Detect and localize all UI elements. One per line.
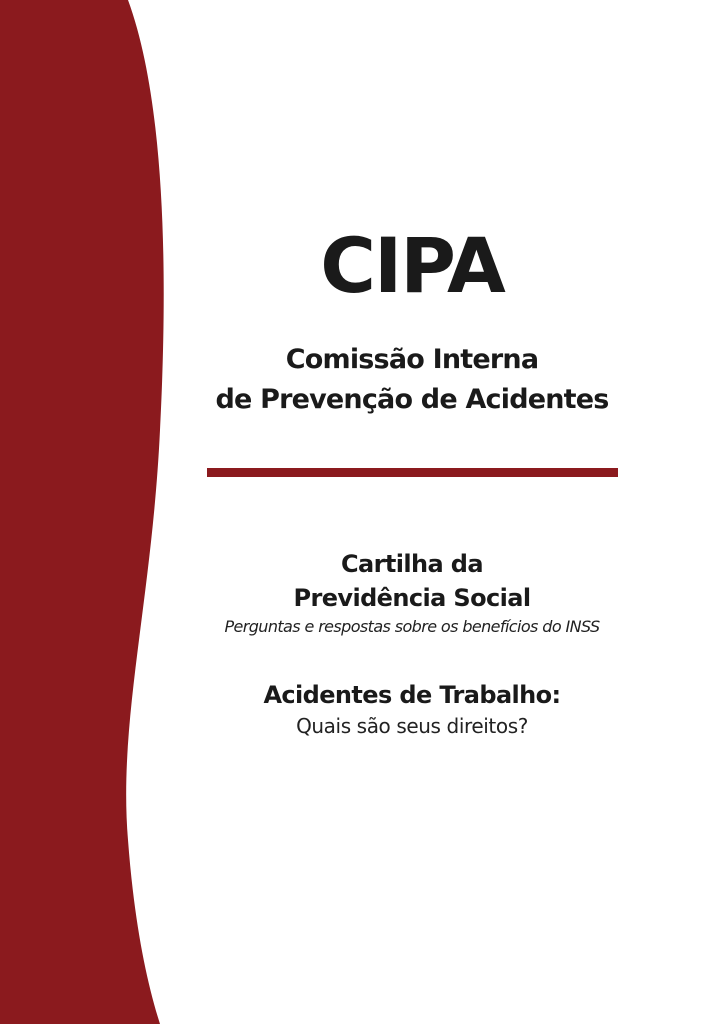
booklet-section	[180, 547, 644, 636]
booklet-title-line-2: Previdência Social	[293, 584, 531, 612]
booklet-title	[180, 547, 644, 615]
cover-content	[180, 0, 644, 1024]
red-divider	[207, 468, 618, 477]
full-name-line-1: Comissão Interna	[285, 344, 539, 375]
booklet-title-line-1: Cartilha da	[341, 550, 483, 578]
full-name-line-2: de Prevenção de Acidentes	[215, 384, 609, 415]
committee-full-name	[180, 340, 644, 420]
topic-section	[180, 678, 644, 740]
red-band-shape	[0, 0, 164, 1024]
topic-title: Acidentes de Trabalho:	[263, 681, 561, 709]
booklet-subtitle: Perguntas e respostas sobre os benefícios do INSS	[224, 617, 600, 636]
acronym-title: CIPA	[320, 221, 504, 310]
topic-question: Quais são seus direitos?	[296, 714, 528, 738]
